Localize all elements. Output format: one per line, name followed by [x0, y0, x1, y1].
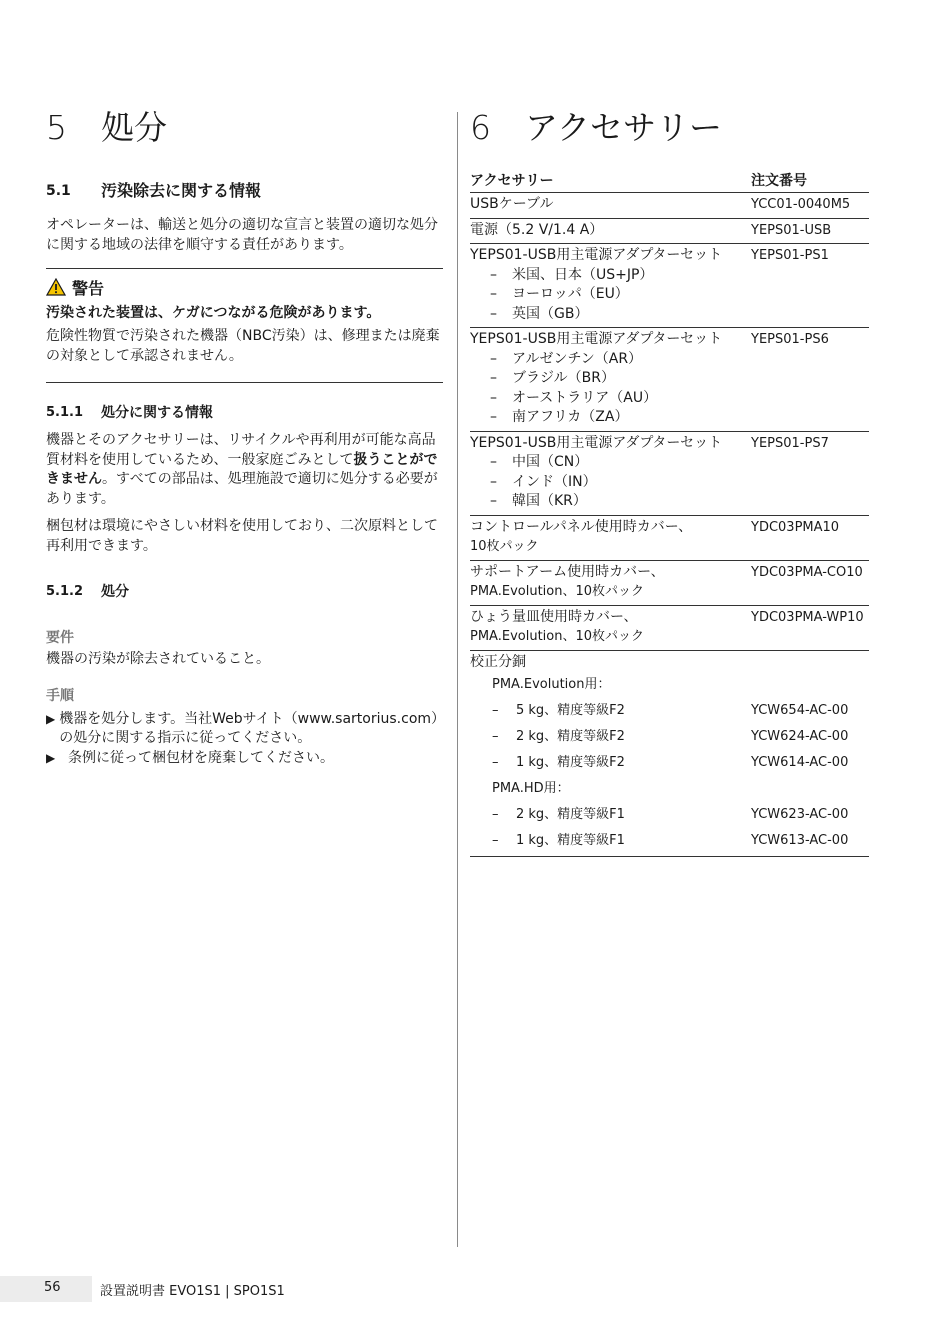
section-title: 汚染除去に関する情報	[101, 181, 262, 200]
dash-marker: –	[490, 493, 497, 509]
step-bullet-icon: ▶	[46, 711, 56, 726]
subitem-text: 英国（GB）	[512, 305, 589, 322]
warning-subtitle: 汚染された装置は、ケガにつながる危険があります。	[46, 305, 381, 321]
column-header-accessory: アクセサリー	[470, 173, 554, 189]
order-number: YDC03PMA-CO10	[751, 564, 863, 580]
procedure-step	[46, 710, 443, 749]
calibration-label: 2 kg、精度等級F1	[516, 807, 625, 822]
accessory-name: USBケーブル	[470, 196, 554, 212]
calibration-item	[470, 698, 869, 724]
section-heading-5-1	[46, 180, 443, 202]
table-row	[470, 606, 869, 651]
dash-marker: –	[492, 833, 499, 848]
column-header-order: 注文番号	[751, 173, 807, 189]
accessory-cell	[470, 608, 751, 647]
table-row	[470, 244, 869, 328]
dash-marker: –	[492, 807, 499, 822]
order-number: YCC01-0040M5	[751, 197, 851, 212]
subitem-text: インド（IN）	[512, 473, 597, 490]
calibration-label: 1 kg、精度等級F2	[516, 755, 625, 770]
procedure-label: 手順	[46, 687, 74, 704]
dash-marker: –	[490, 473, 497, 490]
dash-marker: –	[490, 266, 497, 283]
section-heading-5-1-2	[46, 582, 443, 602]
table-header	[470, 170, 869, 193]
order-number: YEPS01-PS1	[751, 248, 829, 263]
dash-marker: –	[490, 389, 497, 406]
accessory-name: 電源（5.2 V/1.4 A）	[470, 221, 604, 238]
calibration-list	[470, 672, 869, 854]
accessory-cell	[470, 195, 751, 215]
document-title: 設置説明書 EVO1S1 | SPO1S1	[100, 1284, 285, 1299]
order-number: YEPS01-PS6	[751, 332, 829, 347]
requirements-label: 要件	[46, 630, 74, 646]
left-column	[46, 100, 443, 768]
page-number: 56	[44, 1280, 61, 1295]
paragraph-bold-text: 扱うことができません	[46, 451, 438, 487]
dash-marker: –	[490, 286, 497, 302]
dash-marker: –	[490, 350, 497, 367]
chapter-title: 処分	[101, 108, 167, 147]
order-number: YCW614-AC-00	[751, 755, 849, 770]
subitem-text: ブラジル（BR）	[512, 370, 615, 386]
accessory-name: YEPS01-USB用主電源アダプターセット	[470, 247, 723, 263]
table-row	[470, 219, 869, 245]
subitem-text: アルゼンチン（AR）	[512, 350, 643, 367]
warning-title: 警告	[72, 278, 105, 298]
subitem-text: 中国（CN）	[512, 454, 589, 470]
accessory-subitem	[470, 305, 751, 325]
accessory-cell	[470, 563, 751, 602]
chapter-heading-6	[470, 102, 869, 154]
accessory-subitem	[470, 350, 751, 370]
requirements-text: 機器の汚染が除去されていること。	[46, 651, 270, 667]
accessory-subitem	[470, 453, 751, 473]
paragraph-text: 。すべての部品は、処理施設で適切に処分する必要があります。	[46, 471, 438, 507]
accessory-name: YEPS01-USB用主電源アダプターセット	[470, 434, 723, 451]
accessory-cell	[470, 221, 751, 241]
accessory-name: YEPS01-USB用主電源アダプターセット	[470, 331, 723, 347]
calibration-item	[470, 724, 869, 750]
accessory-subitem	[470, 408, 751, 428]
order-number: YEPS01-USB	[751, 222, 832, 238]
table-row	[470, 561, 869, 606]
subitem-text: 米国、日本（US+JP）	[512, 266, 654, 283]
disposal-info-paragraph	[46, 431, 443, 509]
chapter-number: 6	[470, 108, 491, 147]
procedure-step	[46, 749, 443, 769]
chapter-title: アクセサリー	[525, 108, 723, 147]
accessory-subitem	[470, 492, 751, 512]
order-number: YDC03PMA-WP10	[751, 609, 864, 625]
accessory-subitem	[470, 389, 751, 409]
order-number: YCW624-AC-00	[751, 729, 849, 744]
accessory-name: サポートアーム使用時カバー、	[470, 563, 665, 580]
accessory-subitem	[470, 266, 751, 286]
accessory-cell	[470, 434, 751, 512]
warning-top-rule	[46, 268, 443, 269]
subitem-text: 南アフリカ（ZA）	[512, 409, 629, 425]
table-bottom-rule	[470, 856, 869, 857]
accessory-name: コントロールパネル使用時カバー、	[470, 518, 693, 535]
calibration-label: 2 kg、精度等級F2	[516, 729, 625, 744]
warning-heading	[46, 275, 443, 299]
calibration-item	[470, 750, 869, 776]
accessory-name-cont: PMA.Evolution、10枚パック	[470, 629, 645, 644]
accessory-name-cont: 10枚パック	[470, 539, 539, 554]
section-title: 処分に関する情報	[101, 405, 213, 421]
dash-marker: –	[492, 703, 499, 718]
accessory-cell	[470, 518, 751, 557]
dash-marker: –	[490, 454, 497, 470]
accessory-subitem	[470, 473, 751, 493]
section-paragraph: オペレーターは、輸送と処分の適切な宣言と装置の適切な処分に関する地域の法律を順守する責任があります。	[46, 217, 438, 253]
paragraph-text: 機器とそのアクセサリーは、リサイクルや再利用が可能な高品質材料を使用しているため、一般家庭ごみとして	[46, 432, 436, 468]
table-body	[470, 193, 869, 651]
page-footer	[0, 1276, 950, 1302]
section-title: 処分	[101, 584, 129, 600]
calibration-label: 5 kg、精度等級F2	[516, 703, 625, 718]
accessory-cell	[470, 246, 751, 324]
warning-triangle-icon	[46, 278, 66, 296]
right-column	[470, 100, 869, 857]
packaging-paragraph: 梱包材は環境にやさしい材料を使用しており、二次原料として再利用できます。	[46, 518, 438, 554]
table-row	[470, 516, 869, 561]
section-number: 5.1.2	[46, 584, 84, 599]
dash-marker: –	[490, 370, 497, 386]
section-number: 5.1.1	[46, 405, 84, 420]
calibration-item	[470, 802, 869, 828]
subitem-text: オーストラリア（AU）	[512, 389, 658, 406]
order-number: YCW623-AC-00	[751, 807, 849, 822]
order-number: YDC03PMA10	[751, 519, 840, 535]
accessory-name: ひょう量皿使用時カバー、	[470, 608, 638, 625]
accessory-table	[470, 170, 869, 857]
column-divider	[457, 112, 458, 1247]
warning-bottom-rule	[46, 382, 443, 383]
table-row	[470, 432, 869, 516]
accessory-subitem	[470, 285, 751, 305]
accessory-subitem	[470, 369, 751, 389]
warning-body: 危険性物質で汚染された機器（NBC汚染）は、修理または廃棄の対象として承認されません。	[46, 328, 440, 364]
accessory-cell	[470, 330, 751, 428]
dash-marker: –	[490, 409, 497, 425]
dash-marker: –	[492, 755, 499, 770]
order-number: YCW654-AC-00	[751, 703, 849, 718]
section-number: 5.1	[46, 183, 71, 199]
calibration-group-heading: PMA.HD用：	[492, 781, 570, 796]
chapter-number: 5	[46, 108, 67, 147]
table-row	[470, 328, 869, 432]
dash-marker: –	[490, 305, 497, 322]
order-number: YEPS01-PS7	[751, 435, 829, 451]
table-row	[470, 193, 869, 219]
order-number: YCW613-AC-00	[751, 833, 849, 848]
calibration-group-heading: PMA.Evolution用：	[492, 677, 611, 692]
subitem-text: ヨーロッパ（EU）	[512, 286, 629, 302]
section-heading-5-1-1	[46, 403, 443, 423]
subitem-text: 韓国（KR）	[512, 493, 587, 509]
calibration-item	[470, 828, 869, 854]
dash-marker: –	[492, 729, 499, 744]
step-bullet-icon: ▶	[46, 750, 56, 765]
accessory-name-cont: PMA.Evolution、10枚パック	[470, 584, 645, 599]
calibration-label: 1 kg、精度等級F1	[516, 833, 625, 848]
calibration-title: 校正分銅	[470, 653, 526, 670]
step-text: 機器を処分します。当社Webサイト（www.sartorius.com）の処分に関する指示に従ってください。	[59, 710, 439, 746]
step-text: 条例に従って梱包材を廃棄してください。	[68, 749, 334, 766]
chapter-heading-5	[46, 102, 443, 154]
